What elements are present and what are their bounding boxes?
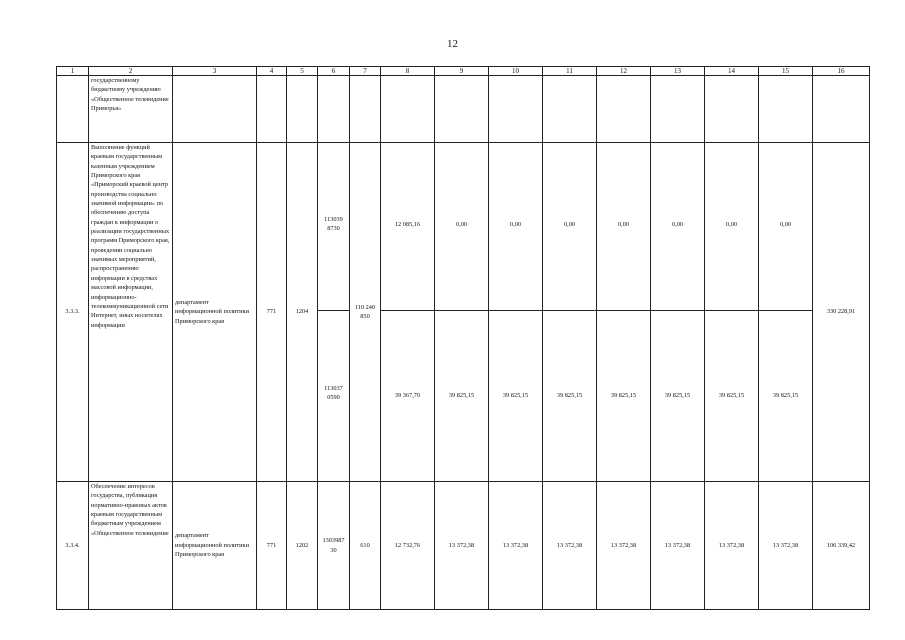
table-cell [759,76,813,143]
department-cell: департамент информационной политики Приморского края [173,482,257,610]
table-cell: 771 [257,482,287,610]
col-header: 6 [318,67,350,76]
table-cell [543,76,597,143]
table-cell: 1202 [287,482,318,610]
table-cell [705,76,759,143]
table-row [57,143,870,311]
table-cell: 0,00 [759,143,813,311]
target-article-cell: 1303987 30 [318,482,350,610]
table-cell [651,76,705,143]
col-header: 3 [173,67,257,76]
table-cell: 110 240 850 [350,143,381,482]
table-cell: 39 825,15 [489,311,543,482]
table-cell: 12 732,76 [381,482,435,610]
target-article-cell: 113037 0590 [318,311,350,482]
table-cell: 13 372,38 [651,482,705,610]
table-cell [381,76,435,143]
table-cell: 1204 [287,143,318,482]
header-row [57,67,870,76]
table-cell: 0,00 [489,143,543,311]
table-cell: 39 825,15 [705,311,759,482]
col-header: 10 [489,67,543,76]
col-header: 13 [651,67,705,76]
table-cell: 0,00 [543,143,597,311]
table-cell: 13 372,38 [705,482,759,610]
table-cell: 610 [350,482,381,610]
row-number [57,76,89,143]
col-header: 8 [381,67,435,76]
table-row [57,76,870,143]
table-cell: 13 372,38 [597,482,651,610]
col-header: 7 [350,67,381,76]
table-cell: 771 [257,143,287,482]
col-header: 1 [57,67,89,76]
col-header: 9 [435,67,489,76]
table-cell: 39 825,15 [597,311,651,482]
table-cell [173,76,257,143]
table-cell [350,76,381,143]
row-description: Обеспечение интересов государства, публикация нормативно-правовых актов краевым государственным бюджетным учреждением «Общественное телевидение [89,482,173,610]
table-cell [287,76,318,143]
table-cell [318,76,350,143]
col-header: 12 [597,67,651,76]
table-cell [435,76,489,143]
row-description: государственному бюджетному учреждению «Общественное телевидение Приморья» [89,76,173,143]
table-cell: 0,00 [597,143,651,311]
col-header: 5 [287,67,318,76]
table-cell: 12 085,16 [381,143,435,311]
table-cell [597,76,651,143]
table-cell: 0,00 [705,143,759,311]
col-header: 4 [257,67,287,76]
row-number: 3.3.4. [57,482,89,610]
table-row [57,482,870,610]
table-cell: 39 367,70 [381,311,435,482]
table-cell [489,76,543,143]
table-cell: 13 372,38 [489,482,543,610]
row-description: Выполнение функций краевым государственным казенным учреждением Приморского края «Приморский краевой центр производства социально значимой информации» по обеспечению доступа граждан к информации о реализации государственных программ Приморского края, проведении социально значимых мероприятий, распространению информации в средствах массовой информации, информационно-телекоммуникационной сети Интернет, иных носителях информации [89,143,173,482]
total-cell: 330 228,91 [813,143,870,482]
table-cell [257,76,287,143]
col-header: 14 [705,67,759,76]
page-number: 12 [447,38,458,50]
table-cell: 39 825,15 [543,311,597,482]
col-header: 11 [543,67,597,76]
table-cell: 39 825,15 [651,311,705,482]
table-cell: 0,00 [435,143,489,311]
department-cell: департамент информационной политики Приморского края [173,143,257,482]
table-cell [813,76,870,143]
table-cell: 13 372,38 [543,482,597,610]
col-header: 15 [759,67,813,76]
budget-table [56,66,870,610]
target-article-cell: 113039 8730 [318,143,350,311]
total-cell: 106 339,42 [813,482,870,610]
col-header: 2 [89,67,173,76]
table-cell: 39 825,15 [435,311,489,482]
table-cell: 13 372,38 [759,482,813,610]
table-cell: 0,00 [651,143,705,311]
row-number: 3.3.3. [57,143,89,482]
table-cell: 39 825,15 [759,311,813,482]
col-header: 16 [813,67,870,76]
table-cell: 13 372,38 [435,482,489,610]
